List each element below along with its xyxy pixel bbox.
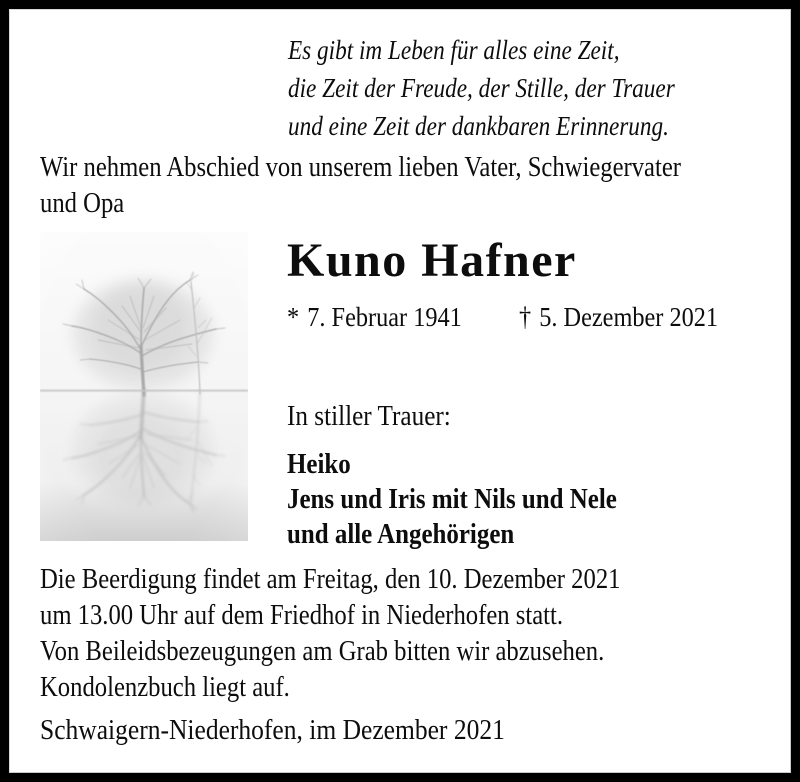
farewell-intro-line: Wir nehmen Abschied von unserem lieben Vater, Schwiegervater bbox=[40, 151, 682, 183]
mourners-list bbox=[287, 447, 671, 552]
birth-date-text: 7. Februar 1941 bbox=[307, 302, 462, 332]
funeral-info bbox=[40, 561, 723, 705]
funeral-info-line: Kondolenzbuch liegt auf. bbox=[40, 671, 290, 703]
mourning-heading: In stiller Trauer: bbox=[287, 401, 451, 432]
farewell-intro-line: und Opa bbox=[40, 187, 125, 219]
funeral-info-line: Von Beileidsbezeugungen am Grab bitten wir abzusehen. bbox=[40, 635, 605, 667]
born-symbol: * bbox=[287, 302, 300, 332]
funeral-info-line: Die Beerdigung findet am Freitag, den 10. Dezember 2021 bbox=[40, 563, 621, 595]
verse-line: Es gibt im Leben für alles eine Zeit, bbox=[288, 35, 620, 65]
died-cross-symbol: † bbox=[519, 302, 532, 332]
closing-row bbox=[40, 711, 568, 749]
funeral-info-line: um 13.00 Uhr auf dem Friedhof in Niederhofen statt. bbox=[40, 599, 564, 631]
opening-verse bbox=[288, 31, 738, 145]
verse-line: die Zeit der Freude, der Stille, der Trauer bbox=[288, 73, 675, 103]
mourner-name: und alle Angehörigen bbox=[287, 518, 515, 550]
life-dates bbox=[287, 299, 740, 335]
death-date bbox=[519, 299, 718, 335]
mourning-heading-row bbox=[287, 399, 469, 435]
verse-line: und eine Zeit der dankbaren Erinnerung. bbox=[288, 111, 669, 141]
tree-reflection-photo bbox=[40, 232, 248, 541]
mourner-name: Heiko bbox=[287, 448, 351, 480]
birth-date bbox=[287, 299, 462, 335]
deceased-name: Kuno Hafner bbox=[287, 234, 577, 287]
farewell-intro bbox=[40, 149, 794, 221]
death-date-text: 5. Dezember 2021 bbox=[539, 302, 719, 332]
mourner-name: Jens und Iris mit Nils und Nele bbox=[287, 483, 617, 515]
place-date: Schwaigern-Niederhofen, im Dezember 2021 bbox=[40, 714, 505, 746]
